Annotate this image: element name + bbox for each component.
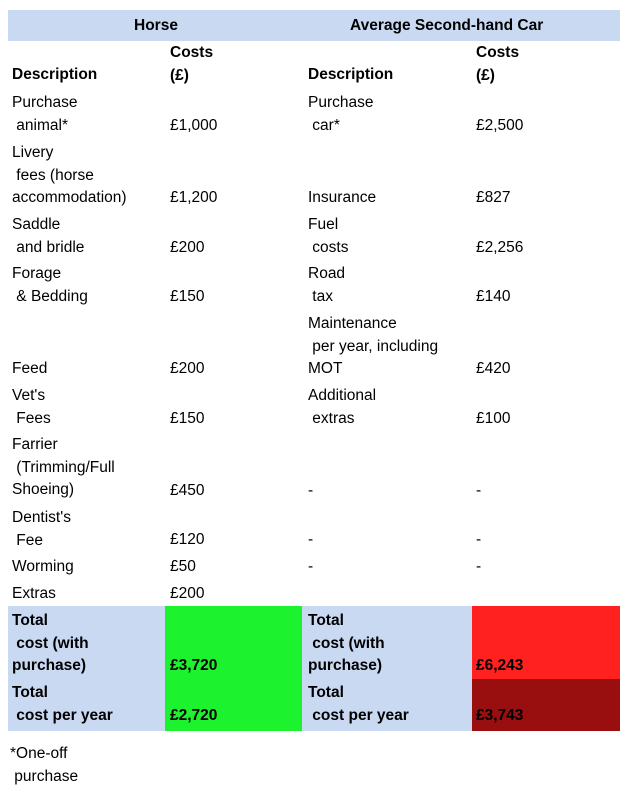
horse-header: Horse — [134, 17, 178, 34]
car-item-description: - — [308, 482, 314, 499]
horse-item-description: Feed — [12, 360, 48, 377]
horse-total-year-value: £2,720 — [170, 707, 218, 724]
car-total-year-value: £3,743 — [476, 707, 524, 724]
car-costs-heading: Costs (£) — [476, 44, 520, 84]
car-item-cost: - — [476, 482, 482, 499]
horse-item-cost: £120 — [170, 531, 205, 548]
car-item-cost: £827 — [476, 189, 511, 206]
horse-item-cost: £150 — [170, 410, 205, 427]
horse-item-cost: £200 — [170, 360, 205, 377]
car-item-description: Road tax — [308, 265, 346, 305]
horse-item-description: Vet's Fees — [12, 387, 51, 427]
car-item-cost: £2,500 — [476, 117, 524, 134]
car-item-description: Additional extras — [308, 387, 377, 427]
horse-item-cost: £200 — [170, 585, 205, 602]
car-item-cost: £420 — [476, 360, 511, 377]
car-description-heading: Description — [308, 66, 394, 83]
horse-item-description: Dentist's Fee — [12, 509, 71, 549]
horse-item-cost: £450 — [170, 482, 205, 499]
horse-item-description: Worming — [12, 558, 74, 575]
car-total-year-label: Total cost per year — [308, 684, 409, 724]
horse-item-cost: £1,200 — [170, 189, 218, 206]
horse-description-heading: Description — [12, 66, 98, 83]
horse-item-description: Forage & Bedding — [12, 265, 88, 305]
car-item-description: Fuel costs — [308, 216, 349, 256]
horse-total-year-label: Total cost per year — [12, 684, 113, 724]
car-total-purchase-label: Total cost (with purchase) — [308, 612, 385, 674]
horse-total-purchase-label: Total cost (with purchase) — [12, 612, 89, 674]
car-header: Average Second-hand Car — [350, 17, 544, 34]
horse-item-cost: £200 — [170, 239, 205, 256]
horse-total-purchase-value: £3,720 — [170, 657, 218, 674]
car-item-cost: £100 — [476, 410, 511, 427]
horse-costs-heading: Costs (£) — [170, 44, 214, 84]
car-item-description: - — [308, 531, 314, 548]
horse-item-description: Extras — [12, 585, 56, 602]
car-item-description: Purchase car* — [308, 94, 374, 134]
car-total-purchase-value: £6,243 — [476, 657, 524, 674]
horse-item-cost: £50 — [170, 558, 196, 575]
footnote: *One-off purchase — [10, 745, 79, 785]
car-item-description: Insurance — [308, 189, 377, 206]
horse-item-description: Farrier (Trimming/Full Shoeing) — [12, 436, 115, 498]
horse-item-cost: £150 — [170, 288, 205, 305]
car-item-description: Maintenance per year, including MOT — [308, 315, 439, 377]
car-item-cost: - — [476, 531, 482, 548]
car-item-cost: - — [476, 558, 482, 575]
car-item-cost: £2,256 — [476, 239, 524, 256]
horse-item-description: Livery fees (horse accommodation) — [12, 144, 127, 206]
car-item-cost: £140 — [476, 288, 511, 305]
horse-item-cost: £1,000 — [170, 117, 218, 134]
car-item-description: - — [308, 558, 314, 575]
horse-item-description: Saddle and bridle — [12, 216, 85, 256]
horse-item-description: Purchase animal* — [12, 94, 78, 134]
